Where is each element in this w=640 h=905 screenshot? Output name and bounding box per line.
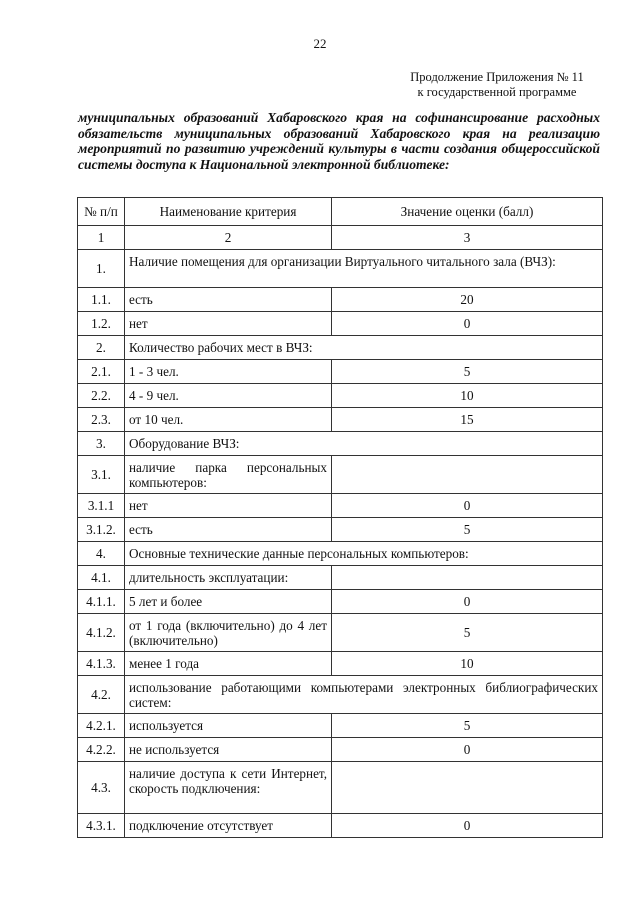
row-criterion: длительность эксплуатации:: [125, 566, 332, 590]
numbering-cell: 1: [78, 226, 125, 250]
header-number: № п/п: [78, 198, 125, 226]
table-row: [78, 432, 603, 456]
row-number: 4.2.1.: [78, 714, 125, 738]
table-row: [78, 250, 603, 288]
row-number: 1.1.: [78, 288, 125, 312]
row-criterion: Оборудование ВЧЗ:: [125, 432, 603, 456]
row-value: 0: [332, 494, 603, 518]
appendix-line-2: к государственной программе: [417, 85, 577, 99]
table-row: [78, 738, 603, 762]
table-row: [78, 590, 603, 614]
header-criterion: Наименование критерия: [125, 198, 332, 226]
row-value: 15: [332, 408, 603, 432]
row-number: 1.: [78, 250, 125, 288]
table-row: [78, 456, 603, 494]
row-value: [332, 456, 603, 494]
row-criterion: 5 лет и более: [125, 590, 332, 614]
table-numbering-row: [78, 226, 603, 250]
row-number: 4.2.2.: [78, 738, 125, 762]
row-number: 3.: [78, 432, 125, 456]
row-criterion: нет: [125, 494, 332, 518]
row-criterion: Количество рабочих мест в ВЧЗ:: [125, 336, 603, 360]
row-number: 2.2.: [78, 384, 125, 408]
row-value: 10: [332, 384, 603, 408]
row-value: 0: [332, 590, 603, 614]
table-row: [78, 762, 603, 814]
row-criterion: 1 - 3 чел.: [125, 360, 332, 384]
table-row: [78, 288, 603, 312]
page-number: 22: [313, 36, 327, 51]
row-number: 4.1.: [78, 566, 125, 590]
row-number: 4.1.3.: [78, 652, 125, 676]
row-criterion: Основные технические данные персональных компьютеров:: [125, 542, 603, 566]
row-value: 0: [332, 738, 603, 762]
row-value: 20: [332, 288, 603, 312]
row-number: 3.1.: [78, 456, 125, 494]
table-row: [78, 494, 603, 518]
row-number: 3.1.2.: [78, 518, 125, 542]
table-row: [78, 676, 603, 714]
table-row: [78, 312, 603, 336]
row-number: 2.3.: [78, 408, 125, 432]
row-value: 5: [332, 360, 603, 384]
table-row: [78, 814, 603, 838]
intro-paragraph: муниципальных образований Хабаровского края на софинансирование расходных обязательств муниципальных образований Хабаровского края на реализацию мероприятий по развитию учреждений культуры в части создания общероссийской системы доступа к Национальной электронной библиотеке:: [78, 110, 600, 172]
row-criterion: 4 - 9 чел.: [125, 384, 332, 408]
numbering-cell: 2: [125, 226, 332, 250]
row-number: 4.3.1.: [78, 814, 125, 838]
table-body: [78, 250, 603, 838]
row-criterion: от 10 чел.: [125, 408, 332, 432]
row-value: 5: [332, 518, 603, 542]
table-row: [78, 518, 603, 542]
row-value: 0: [332, 312, 603, 336]
header-value: Значение оценки (балл): [332, 198, 603, 226]
table-row: [78, 384, 603, 408]
table-row: [78, 652, 603, 676]
row-criterion: наличие доступа к сети Интернет, скорость подключения:: [125, 762, 332, 814]
row-number: 2.: [78, 336, 125, 360]
table-row: [78, 614, 603, 652]
row-criterion: не используется: [125, 738, 332, 762]
numbering-cell: 3: [332, 226, 603, 250]
appendix-header: [392, 70, 602, 100]
row-value: 5: [332, 614, 603, 652]
row-number: 3.1.1: [78, 494, 125, 518]
row-criterion: использование работающими компьютерами электронных библиографических систем:: [125, 676, 603, 714]
row-number: 4.2.: [78, 676, 125, 714]
appendix-line-1: Продолжение Приложения № 11: [410, 70, 584, 84]
row-criterion: есть: [125, 518, 332, 542]
row-criterion: менее 1 года: [125, 652, 332, 676]
row-value: 0: [332, 814, 603, 838]
row-value: [332, 762, 603, 814]
row-number: 2.1.: [78, 360, 125, 384]
row-number: 4.1.2.: [78, 614, 125, 652]
row-criterion: нет: [125, 312, 332, 336]
row-number: 4.1.1.: [78, 590, 125, 614]
table-row: [78, 714, 603, 738]
row-number: 4.: [78, 542, 125, 566]
row-number: 4.3.: [78, 762, 125, 814]
row-criterion: подключение отсутствует: [125, 814, 332, 838]
row-criterion: Наличие помещения для организации Виртуального читального зала (ВЧЗ):: [125, 250, 603, 288]
criteria-table: [77, 197, 603, 838]
row-value: 5: [332, 714, 603, 738]
row-criterion: используется: [125, 714, 332, 738]
row-value: 10: [332, 652, 603, 676]
row-criterion: есть: [125, 288, 332, 312]
row-criterion: от 1 года (включительно) до 4 лет (включительно): [125, 614, 332, 652]
table-row: [78, 408, 603, 432]
table-row: [78, 566, 603, 590]
table-header-row: [78, 198, 603, 226]
row-number: 1.2.: [78, 312, 125, 336]
table-row: [78, 360, 603, 384]
table-row: [78, 336, 603, 360]
row-value: [332, 566, 603, 590]
row-criterion: наличие парка персональных компьютеров:: [125, 456, 332, 494]
table-row: [78, 542, 603, 566]
